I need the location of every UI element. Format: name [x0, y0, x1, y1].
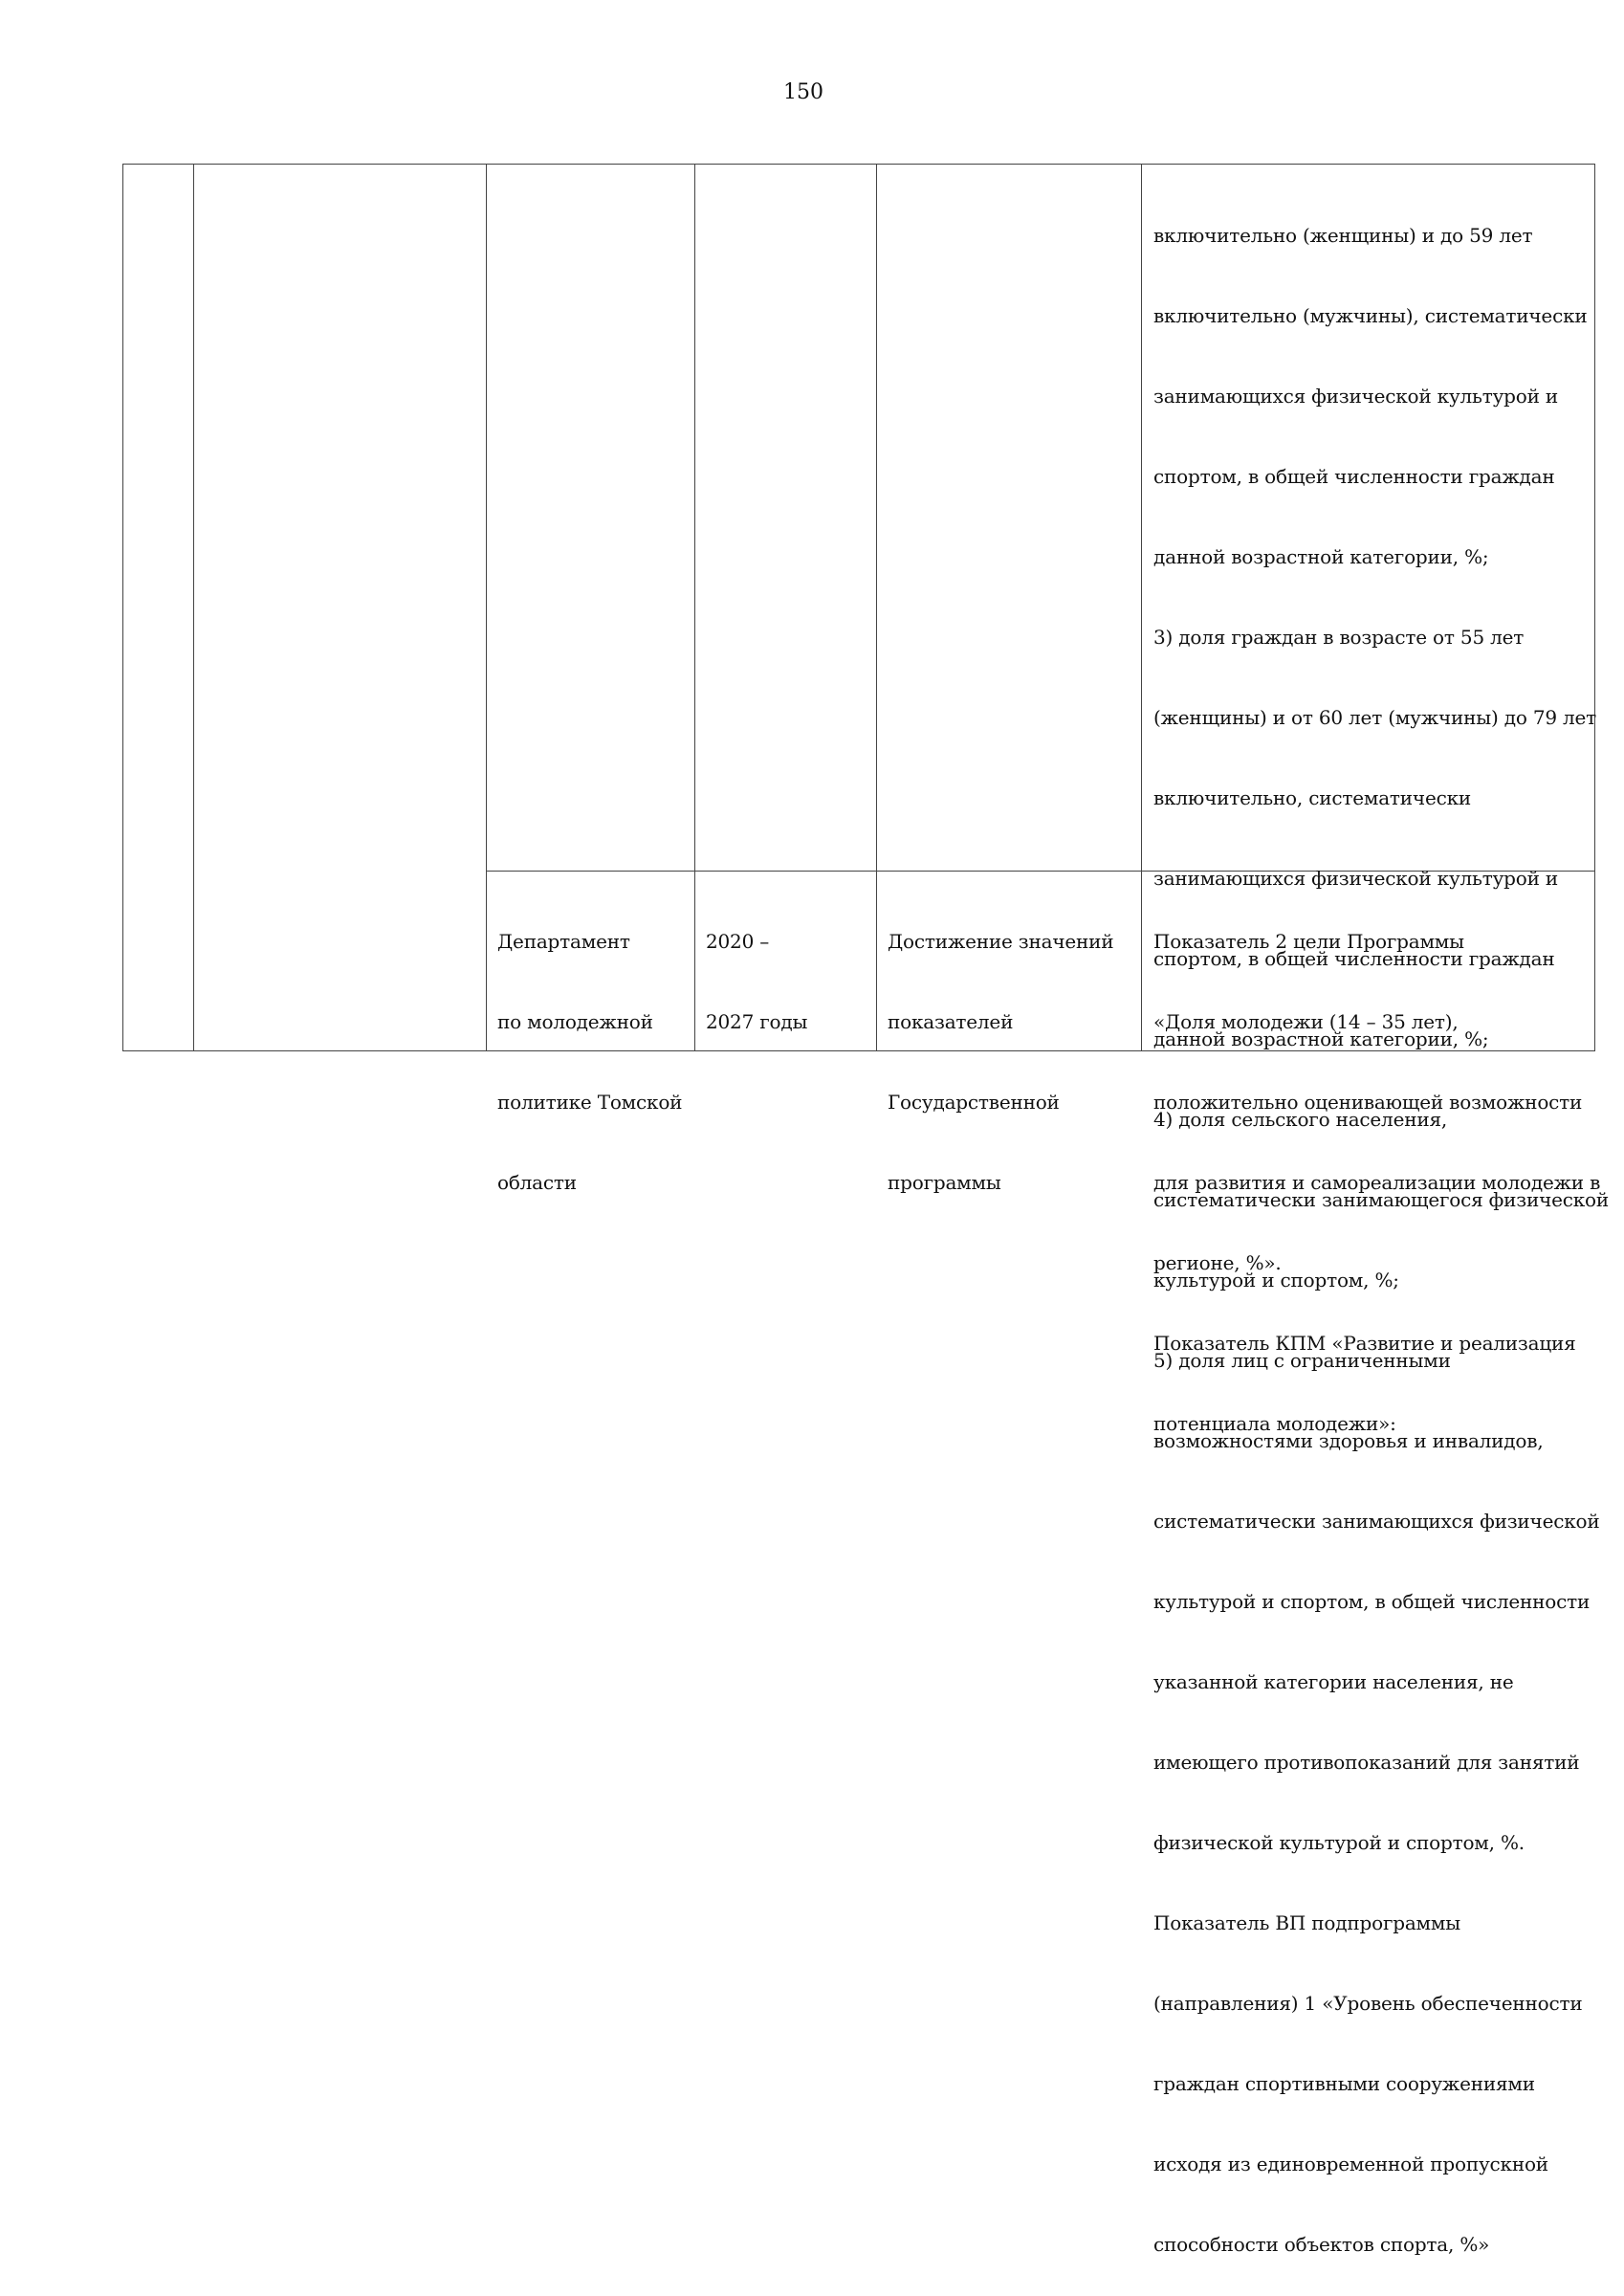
row1-indicators-line: культурой и спортом, в общей численности: [1153, 1590, 1591, 1613]
row2-responsible-line: Департамент: [497, 930, 630, 953]
row2-result-line: программы: [888, 1171, 1001, 1194]
row1-indicators-line: занимающихся физической культурой и: [1153, 867, 1559, 890]
row1-indicators-line: систематически занимающихся физической: [1153, 1510, 1600, 1533]
row1-indicators-line: систематически занимающегося физической: [1153, 1188, 1610, 1211]
row1-indicators-line: Показатель ВП подпрограммы: [1153, 1911, 1460, 1934]
row1-indicators-line: включительно, систематически: [1153, 786, 1472, 809]
row1-indicators-line: спортом, в общей численности граждан: [1153, 947, 1555, 970]
row1-indicators-line: возможностями здоровья и инвалидов,: [1153, 1429, 1544, 1452]
page-number: 150: [783, 80, 823, 104]
row2-responsible-cell: [497, 874, 682, 1249]
row2-result-line: Достижение значений: [888, 930, 1114, 953]
row1-indicators-line: занимающихся физической культурой и: [1153, 385, 1559, 408]
row1-indicators-line: (направления) 1 «Уровень обеспеченности: [1153, 1992, 1583, 2015]
row2-period-line: 2020 –: [706, 930, 770, 953]
row2-indicators-line: регионе, %».: [1153, 1251, 1282, 1274]
row2-responsible-line: области: [497, 1171, 577, 1194]
column-divider-3: [694, 165, 695, 1050]
row1-indicators-line: включительно (мужчины), систематически: [1153, 304, 1588, 327]
row1-indicators-line: культурой и спортом, %;: [1153, 1269, 1399, 1292]
row2-indicators-line: Показатель КПМ «Развитие и реализация: [1153, 1332, 1576, 1355]
row2-indicators-cell: [1153, 874, 1600, 1490]
row1-indicators-line: способности объектов спорта, %»: [1153, 2233, 1490, 2256]
row2-indicators-line: потенциала молодежи»:: [1153, 1412, 1396, 1435]
row1-indicators-line: 4) доля сельского населения,: [1153, 1108, 1448, 1131]
row1-indicators-line: (женщины) и от 60 лет (мужчины) до 79 лет: [1153, 706, 1597, 729]
row1-indicators-line: физической культурой и спортом, %.: [1153, 1831, 1525, 1854]
row2-indicators-line: положительно оценивающей возможности: [1153, 1091, 1583, 1114]
row1-indicators-line: имеющего противопоказаний для занятий: [1153, 1751, 1580, 1774]
row1-indicators-line: указанной категории населения, не: [1153, 1670, 1514, 1693]
row2-period-cell: [706, 874, 807, 1089]
column-divider-1: [193, 165, 194, 1050]
row2-indicators-line: для развития и самореализации молодежи в: [1153, 1171, 1601, 1194]
program-table: [122, 164, 1610, 2256]
column-divider-5: [1141, 165, 1142, 1050]
row2-period-line: 2027 годы: [706, 1010, 808, 1033]
row1-indicators-line: включительно (женщины) и до 59 лет: [1153, 224, 1533, 247]
row1-indicators-line: данной возрастной категории, %;: [1153, 1027, 1489, 1050]
row2-responsible-line: политике Томской: [497, 1091, 683, 1114]
row1-indicators-line: исходя из единовременной пропускной: [1153, 2152, 1548, 2175]
column-divider-2: [486, 165, 487, 1050]
row2-responsible-line: по молодежной: [497, 1010, 653, 1033]
row1-indicators-line: 3) доля граждан в возрасте от 55 лет: [1153, 626, 1525, 649]
row1-indicators-line: 5) доля лиц с ограниченными: [1153, 1349, 1451, 1372]
column-divider-4: [876, 165, 877, 1050]
row1-indicators-line: граждан спортивными сооружениями: [1153, 2072, 1535, 2095]
row2-result-cell: [888, 874, 1113, 1249]
row1-indicators-line: спортом, в общей численности граждан: [1153, 465, 1555, 488]
row2-result-line: Государственной: [888, 1091, 1060, 1114]
row2-result-line: показателей: [888, 1010, 1014, 1033]
row1-indicators-line: данной возрастной категории, %;: [1153, 545, 1489, 568]
row2-indicators-line: Показатель 2 цели Программы: [1153, 930, 1464, 953]
row2-indicators-line: «Доля молодежи (14 – 35 лет),: [1153, 1010, 1459, 1033]
